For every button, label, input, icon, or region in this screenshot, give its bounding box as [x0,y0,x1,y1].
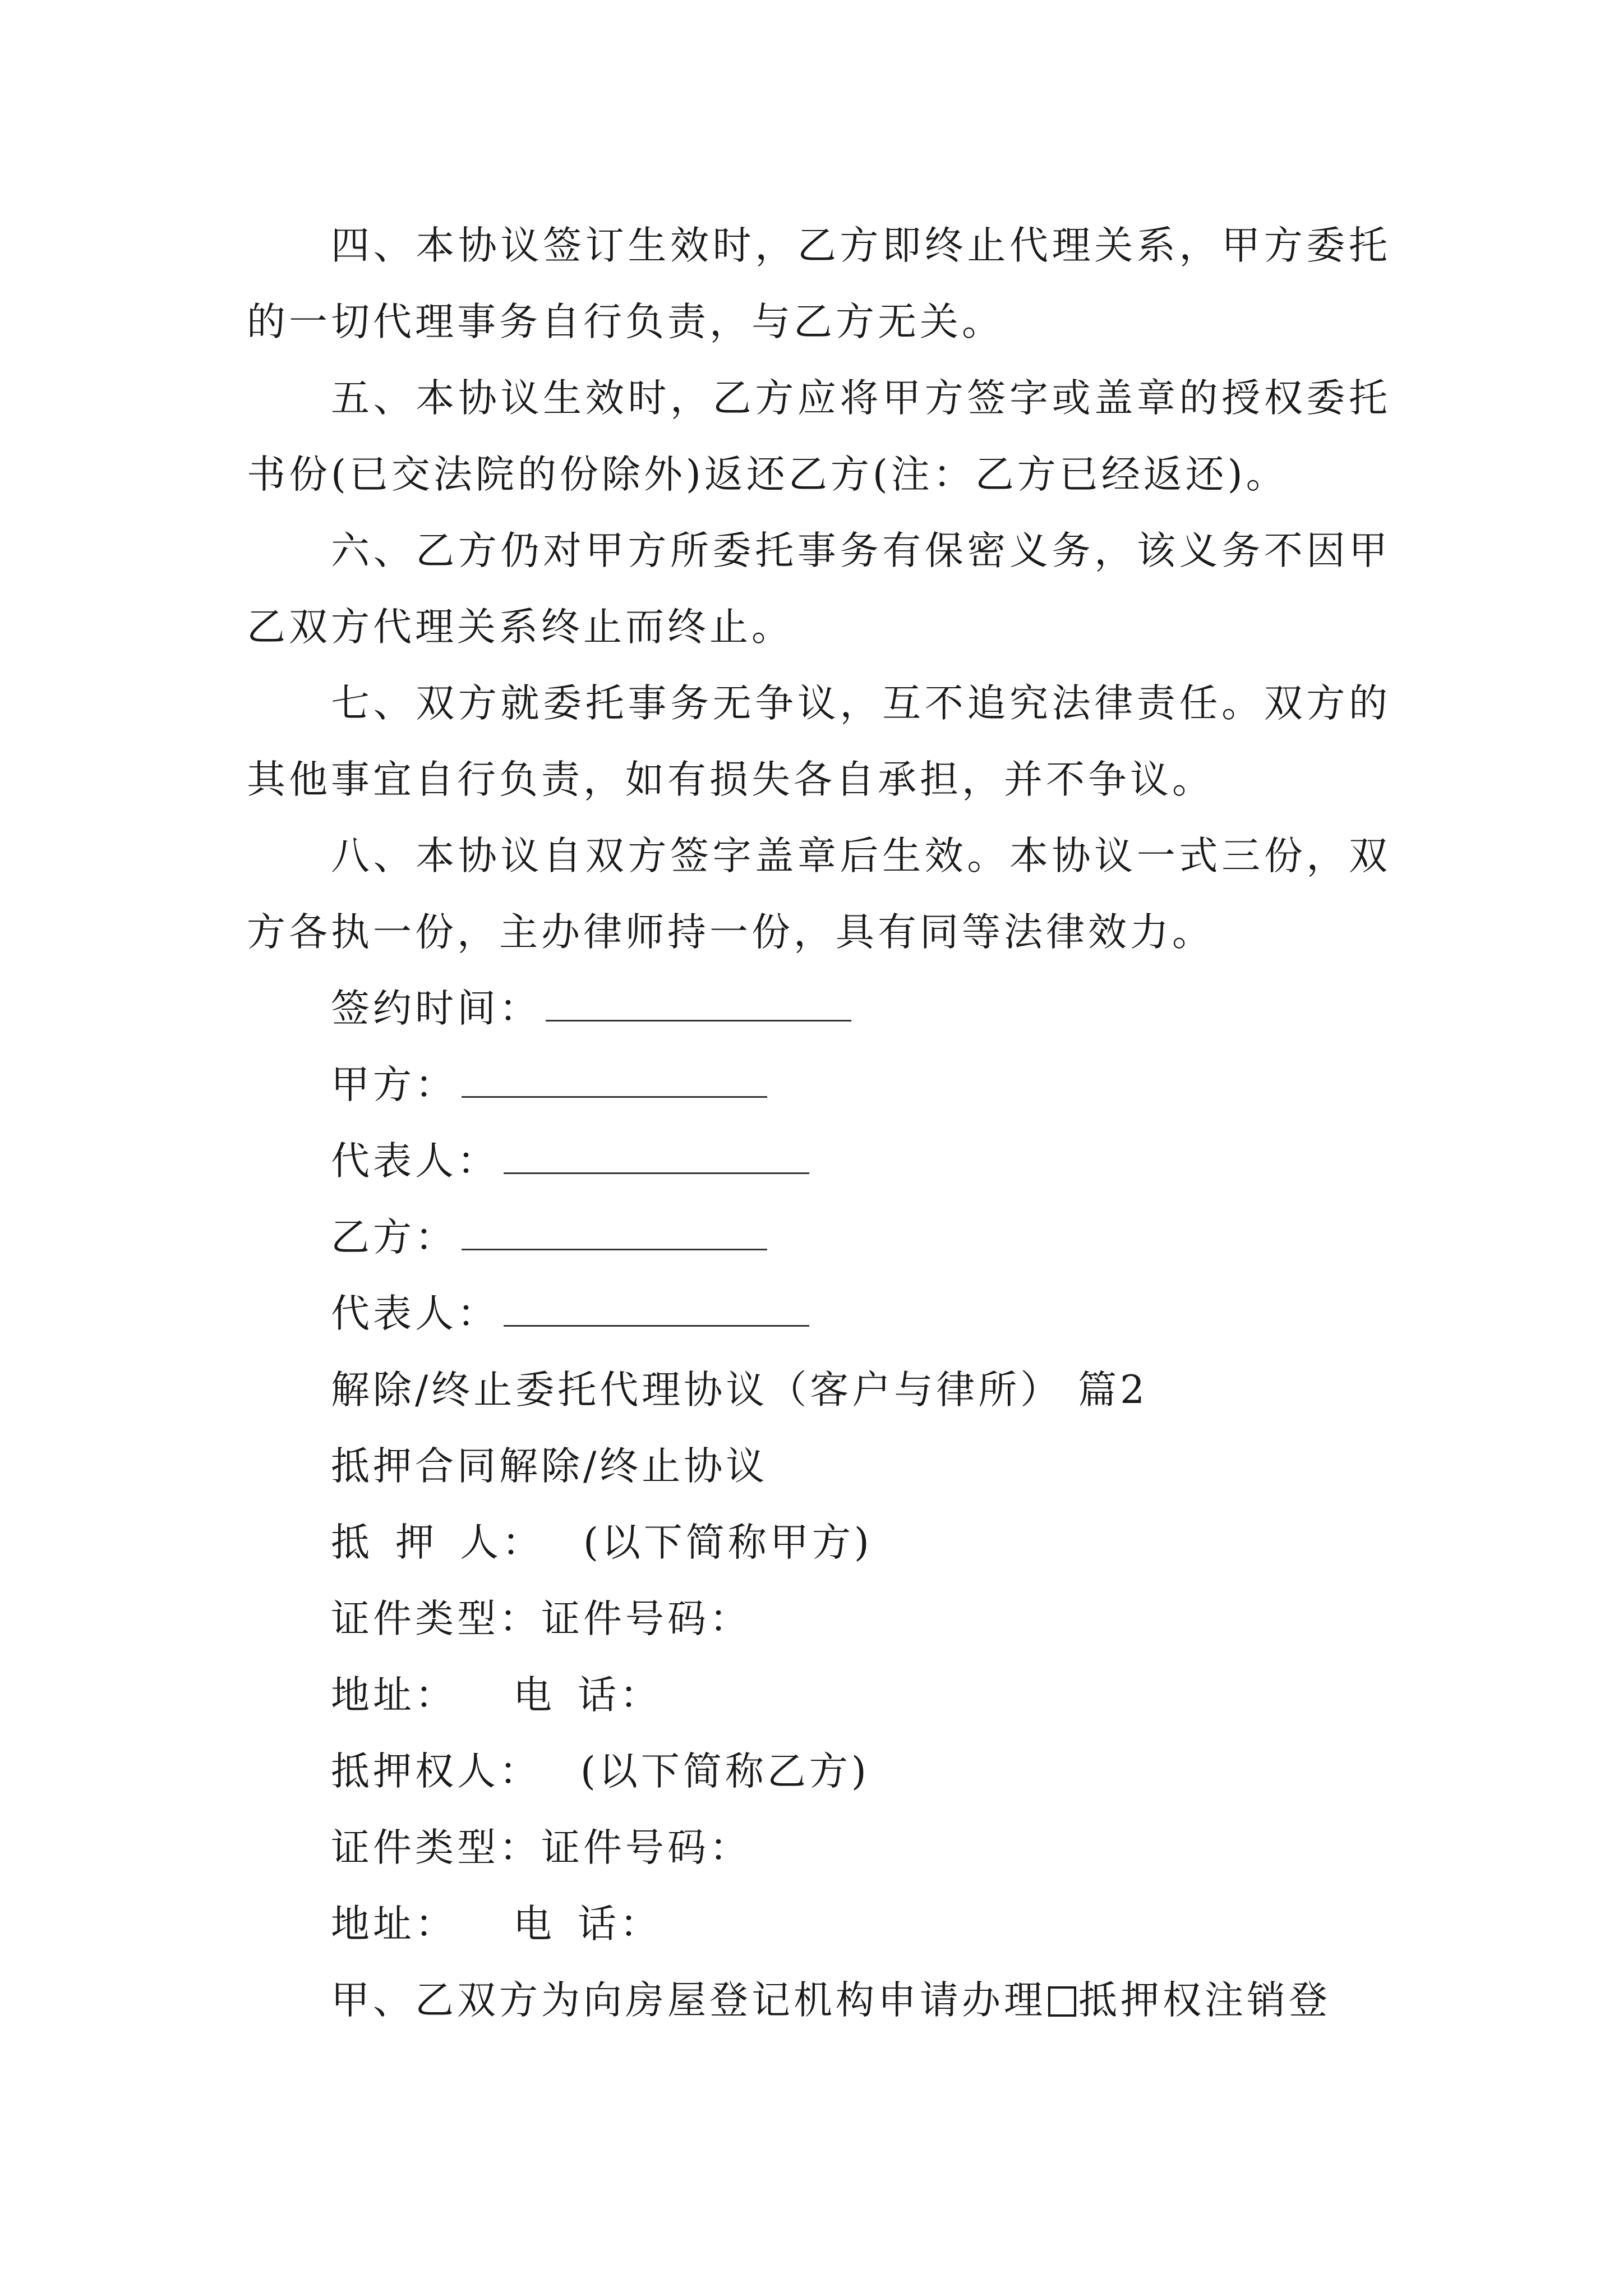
mortgagee-line [247,1733,1391,1810]
representative-b-blank [504,1291,809,1327]
clause-6: 六、乙方仍对甲方所委托事务有保密义务，该义务不因甲乙双方代理关系终止而终止。 [247,528,1391,650]
phone-label-2-char-1: 电 [513,1902,555,1947]
signing-date-line [247,970,1391,1047]
address-label-1: 地址： [331,1673,457,1718]
party-b-line [247,1199,1391,1276]
party-b-blank [462,1215,767,1250]
mortgagor-label-char-2: 押 [395,1520,437,1565]
representative-b-label: 代表人： [331,1291,499,1336]
mortgagor-note: (以下简称甲方) [583,1520,873,1565]
final-line-after-box: 抵押权注销登 [1078,1978,1331,2023]
clause-8: 八、本协议自双方签字盖章后生效。本协议一式三份，双方各执一份，主办律师持一份，具有同等法律效力。 [247,834,1391,955]
id-line-2: 证件类型：证件号码： [331,1825,751,1870]
representative-a-blank [504,1139,809,1174]
section-2-title: 抵押合同解除/终止协议 [331,1444,768,1489]
mortgagee-note: (以下简称乙方) [580,1749,870,1794]
party-a-line [247,1047,1391,1123]
address-line-2 [247,1886,1391,1962]
signing-date-blank [546,986,851,1022]
phone-label-2-char-2: 话： [578,1902,662,1947]
clause-5: 五、本协议生效时，乙方应将甲方签字或盖章的授权委托书份(已交法院的份除外)返还乙方(注：乙方已经返还)。 [247,376,1391,497]
final-line-before-box: 甲、乙双方为向房屋登记机构申请办理 [331,1978,1046,2023]
address-label-2: 地址： [331,1902,457,1947]
phone-label-1-char-2: 话： [578,1673,662,1718]
section-2-heading: 解除/终止委托代理协议（客户与律所） 篇2 [331,1368,1149,1412]
id-line-1: 证件类型：证件号码： [331,1596,751,1641]
checkbox-icon [1048,1986,1076,2017]
clause-4: 四、本协议签订生效时，乙方即终止代理关系，甲方委托的一切代理事务自行负责，与乙方无关。 [247,223,1391,344]
representative-a-label: 代表人： [331,1139,499,1184]
mortgagor-label-char-3: 人： [460,1520,544,1565]
party-a-blank [462,1062,767,1098]
mortgagor-label-char-1: 抵 [331,1520,373,1565]
document-body [247,208,1391,2039]
mortgagee-label: 抵押权人： [331,1749,541,1794]
clause-7: 七、双方就委托事务无争议，互不追究法律责任。双方的其他事宜自行负责，如有损失各自承担，并不争议。 [247,681,1391,802]
representative-a-line [247,1123,1391,1199]
party-a-label: 甲方： [331,1062,457,1107]
signing-date-label: 签约时间： [331,986,541,1031]
representative-b-line [247,1276,1391,1352]
address-line-1 [247,1657,1391,1733]
party-b-label: 乙方： [331,1215,457,1260]
mortgagor-line [247,1504,1391,1581]
final-line [247,1962,1391,2039]
phone-label-1-char-1: 电 [513,1673,555,1718]
